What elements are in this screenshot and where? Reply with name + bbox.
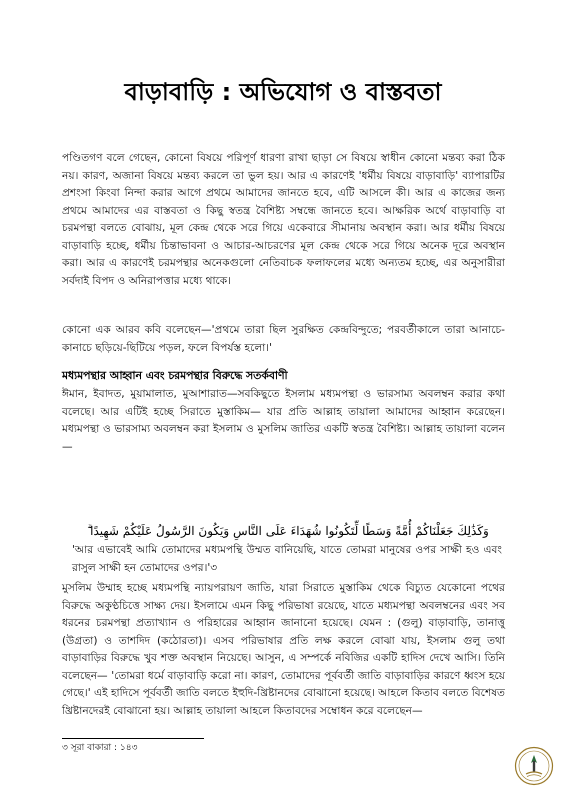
publisher-logo-icon bbox=[514, 746, 554, 786]
quran-verse-arabic: وَكَذَٰلِكَ جَعَلْنَاكُمْ أُمَّةً وَسَطًا لِّتَكُونُوا شُهَدَاءَ عَلَى النَّاسِ وَيَكُونَ الرَّسُولُ عَلَيْكُمْ شَهِيدًا ۗ bbox=[87, 524, 489, 538]
page-title: বাড়াবাড়ি : অভিযোগ ও বাস্তবতা bbox=[124, 78, 442, 106]
section-heading: মধ্যমপন্থার আহ্বান এবং চরমপন্থার বিরুদ্ধে সতর্কবাণী bbox=[62, 369, 288, 382]
paragraph-intro: পণ্ডিতগণ বলে গেছেন, কোনো বিষয়ে পরিপূর্ণ ধারণা রাখা ছাড়া সে বিষয়ে স্বাধীন কোনো মন্তব্য করা ঠিক নয়। কারণ, অজানা বিষয়ে মন্তব্য করলে তা ভুল হয়। আর এ কারণেই 'ধর্মীয় বিষয়ে বাড়াবাড়ি' ব্যাপারটির প্রশংসা কিংবা নিন্দা করার আগে প্রথমে আমাদের জানতে হবে, এটি আসলে কী। আর এ কাজের জন্য প্রথমে আমাদের এর বাস্তবতা ও কিছু স্বতন্ত্র বৈশিষ্ট্য সম্বন্ধে জানতে হবে। আক্ষরিক অর্থে বাড়াবাড়ি বা চরমপন্থা বলতে বোঝায়, মূল কেন্দ্র থেকে সরে গিয়ে একেবারে সীমানায় অবস্থান করা। আর ধর্মীয় বিষয়ে বাড়াবাড়ি হচ্ছে, ধর্মীয় চিন্তাভাবনা ও আচার-আচরণের মূল কেন্দ্র থেকে সরে গিয়ে অনেক দূরে অবস্থান করা। আর এ কারণেই চরমপন্থার অনেকগুলো নেতিবাচক ফলাফলের মধ্যে অন্যতম হচ্ছে, এর অনুসারীরা সর্বদাই বিপদ ও অনিরাপত্তার মধ্যে থাকে। bbox=[62, 152, 505, 287]
footnote: ৩ সূরা বাকারা : ১৪৩ bbox=[62, 743, 138, 753]
paragraph-poet-quote: কোনো এক আরব কবি বলেছেন—'প্রথমে তারা ছিল সুরক্ষিত কেন্দ্রবিন্দুতে; পরবর্তীকালে তারা আনাচে-কানাচে ছড়িয়ে-ছিটিয়ে পড়ল, ফলে বিপর্যস্ত হলো।' bbox=[62, 324, 505, 354]
footnote-divider bbox=[62, 738, 204, 739]
paragraph-moderation: ঈমান, ইবাদত, মুয়ামালাত, মুআশারাত—সবকিছুতে ইসলাম মধ্যমপন্থা ও ভারসাম্য অবলম্বন করার কথা বলেছে। আর এটিই হচ্ছে সিরাতে মুস্তাকিম— যার প্রতি আল্লাহ তায়ালা আমাদের আহ্বান করেছেন। মধ্যমপন্থা ও ভারসাম্য অবলম্বন করা ইসলাম ও মুসলিম জাতির একটি স্বতন্ত্র বৈশিষ্ট্য। আল্লাহ তায়ালা বলেন— bbox=[62, 388, 505, 453]
paragraph-ummah: মুসলিম উম্মাহ হচ্ছে মধ্যমপন্থি ন্যায়পরায়ণ জাতি, যারা সিরাতে মুস্তাকিম থেকে বিচ্যুত যেকোনো পথের বিরুদ্ধে অকুণ্ঠচিত্তে সাক্ষ্য দেয়। ইসলামে এমন কিছু পরিভাষা রয়েছে, যাতে মধ্যমপন্থা অবলম্বনের এবং সব ধরনের চরমপন্থা প্রত্যাখ্যান ও পরিহারের আহ্বান জানানো হয়েছে। যেমন : (গুলু) বাড়াবাড়ি, তানাত্তু (উগ্রতা) ও তাশদিদ (কঠোরতা)। এসব পরিভাষার প্রতি লক্ষ করলে বোঝা যায়, ইসলাম গুলু তথা বাড়াবাড়ির বিরুদ্ধে খুব শক্ত অবস্থান নিয়েছে। আসুন, এ সম্পর্কে নবিজির একটি হাদিস দেখে আসি। তিনি বলেছেন— 'তোমরা ধর্মে বাড়াবাড়ি করো না। কারণ, তোমাদের পূর্ববর্তী জাতি বাড়াবাড়ির কারণে ধ্বংস হয়ে গেছে।' এই হাদিসে পূর্ববর্তী জাতি বলতে ইহুদি-খ্রিষ্টানদের বোঝানো হয়েছে। আহলে কিতাব বলতে বিশেষত খ্রিষ্টানদেরই বোঝানো হয়। আল্লাহ তায়ালা আহলে কিতাবদের সম্বোধন করে বলেছেন— bbox=[62, 582, 505, 717]
verse-translation: 'আর এভাবেই আমি তোমাদের মধ্যমপন্থি উম্মত বানিয়েছি, যাতে তোমরা মানুষের ওপর সাক্ষী হও এবং রাসুল সাক্ষী হন তোমাদের ওপর।'৩ bbox=[72, 544, 502, 574]
